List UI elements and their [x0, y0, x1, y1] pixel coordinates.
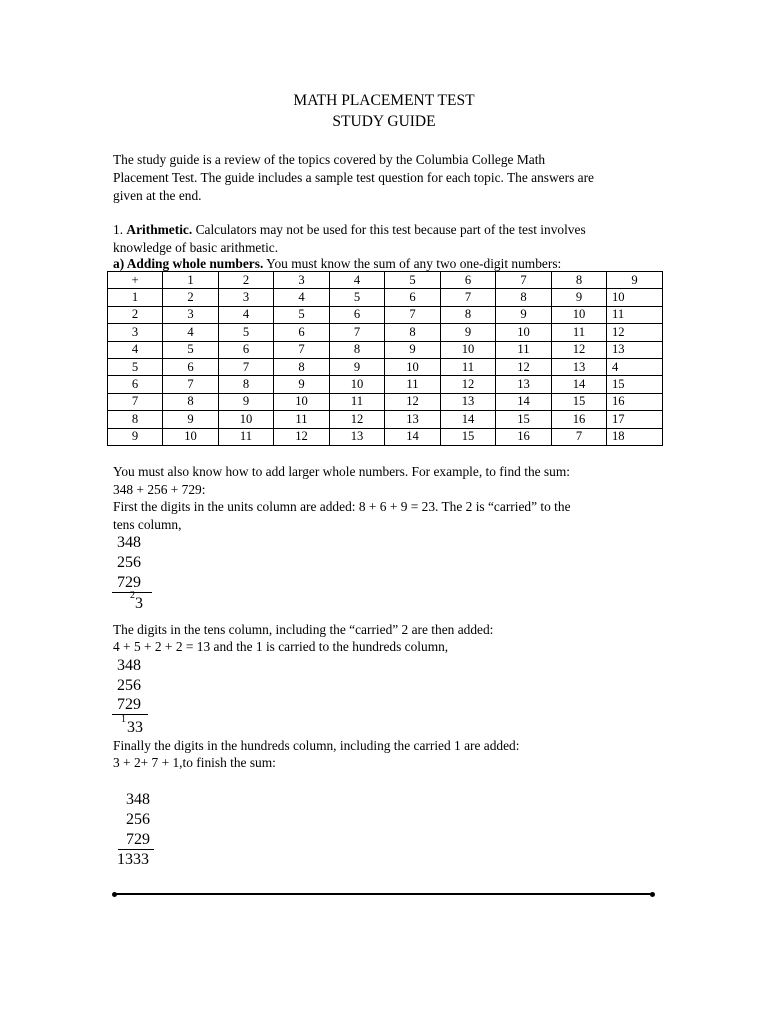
table-cell: 7	[441, 289, 496, 306]
table-cell: 13	[496, 376, 552, 393]
table-cell: 13	[385, 411, 441, 428]
table-cell: 12	[607, 324, 663, 341]
table-cell: 13	[607, 341, 663, 358]
table-cell: 12	[385, 393, 441, 410]
example1-addend-1: 348	[117, 534, 141, 551]
table-cell: 10	[163, 428, 219, 445]
table-cell: 12	[330, 411, 385, 428]
table-header-row	[108, 272, 663, 289]
tens-text-line-1: The digits in the tens column, including the “carried” 2 are then added:	[113, 622, 494, 637]
table-cell: 1	[163, 272, 219, 289]
table-cell: 14	[552, 376, 607, 393]
hundreds-text-line-1: Finally the digits in the hundreds column, including the carried 1 are added:	[113, 738, 520, 753]
table-cell: 7	[219, 358, 274, 375]
table-cell: 4	[219, 306, 274, 323]
intro-line-2: Placement Test. The guide includes a sample test question for each topic. The answers are	[113, 170, 594, 185]
table-cell: 3	[219, 289, 274, 306]
example3-addend-3: 729	[126, 831, 150, 848]
table-row	[108, 411, 663, 428]
table-cell: 6	[330, 306, 385, 323]
table-cell: 14	[441, 411, 496, 428]
table-cell: 11	[219, 428, 274, 445]
table-cell: 3	[108, 324, 163, 341]
table-cell: 9	[163, 411, 219, 428]
table-row	[108, 428, 663, 445]
addition-table	[107, 271, 663, 446]
table-cell: 7	[385, 306, 441, 323]
table-cell: 8	[385, 324, 441, 341]
table-cell: 7	[108, 393, 163, 410]
intro-line-3: given at the end.	[113, 188, 202, 203]
section-1-line-1	[113, 221, 586, 239]
table-cell: 13	[552, 358, 607, 375]
table-cell: 7	[163, 376, 219, 393]
table-cell: 6	[274, 324, 330, 341]
table-cell: 12	[552, 341, 607, 358]
table-row	[108, 289, 663, 306]
table-cell: 8	[274, 358, 330, 375]
example2-addend-2: 256	[117, 677, 141, 694]
section-heading: Arithmetic.	[126, 222, 193, 237]
table-cell: 16	[496, 428, 552, 445]
table-cell: 9	[274, 376, 330, 393]
table-cell: 10	[385, 358, 441, 375]
table-cell: 9	[552, 289, 607, 306]
table-row	[108, 393, 663, 410]
table-cell: 10	[607, 289, 663, 306]
table-row	[108, 341, 663, 358]
table-cell: 12	[274, 428, 330, 445]
table-row	[108, 376, 663, 393]
table-cell: 2	[163, 289, 219, 306]
table-cell: 3	[274, 272, 330, 289]
table-cell: +	[108, 272, 163, 289]
section-text: Calculators may not be used for this test because part of the test involves	[192, 222, 586, 237]
table-cell: 5	[108, 358, 163, 375]
table-cell: 2	[219, 272, 274, 289]
table-cell: 11	[607, 306, 663, 323]
table-cell: 11	[496, 341, 552, 358]
example3-addend-1: 348	[126, 791, 150, 808]
example2-carry: 1	[121, 714, 126, 725]
table-cell: 17	[607, 411, 663, 428]
table-cell: 15	[441, 428, 496, 445]
table-cell: 10	[219, 411, 274, 428]
table-cell: 5	[385, 272, 441, 289]
table-cell: 16	[607, 393, 663, 410]
table-cell: 9	[108, 428, 163, 445]
table-cell: 6	[441, 272, 496, 289]
table-cell: 10	[441, 341, 496, 358]
divider-right-endpoint	[650, 892, 655, 897]
table-cell: 15	[496, 411, 552, 428]
table-cell: 9	[607, 272, 663, 289]
table-cell: 14	[496, 393, 552, 410]
table-cell: 11	[385, 376, 441, 393]
table-cell: 12	[496, 358, 552, 375]
table-row	[108, 358, 663, 375]
table-cell: 5	[330, 289, 385, 306]
table-cell: 4	[163, 324, 219, 341]
document-title: MATH PLACEMENT TEST	[293, 92, 475, 109]
table-cell: 7	[274, 341, 330, 358]
table-cell: 16	[552, 411, 607, 428]
table-cell: 6	[219, 341, 274, 358]
table-cell: 6	[385, 289, 441, 306]
table-cell: 3	[163, 306, 219, 323]
intro-line-1: The study guide is a review of the topics covered by the Columbia College Math	[113, 152, 546, 167]
table-cell: 10	[496, 324, 552, 341]
table-cell: 15	[552, 393, 607, 410]
table-cell: 6	[108, 376, 163, 393]
larger-numbers-line-2: 348 + 256 + 729:	[113, 482, 206, 497]
table-cell: 8	[108, 411, 163, 428]
section-1-line-2: knowledge of basic arithmetic.	[113, 240, 279, 255]
table-cell: 6	[163, 358, 219, 375]
table-cell: 9	[496, 306, 552, 323]
table-cell: 4	[607, 358, 663, 375]
table-cell: 14	[385, 428, 441, 445]
table-cell: 9	[441, 324, 496, 341]
section-number: 1.	[113, 222, 124, 237]
table-cell: 4	[108, 341, 163, 358]
table-cell: 8	[163, 393, 219, 410]
table-cell: 2	[108, 306, 163, 323]
table-cell: 8	[330, 341, 385, 358]
table-cell: 7	[330, 324, 385, 341]
table-cell: 5	[163, 341, 219, 358]
divider-left-endpoint	[112, 892, 117, 897]
example2-result: 33	[127, 719, 143, 736]
table-cell: 7	[496, 272, 552, 289]
table-cell: 12	[441, 376, 496, 393]
subsection-a	[113, 255, 561, 273]
hundreds-text-line-2: 3 + 2+ 7 + 1,to finish the sum:	[113, 755, 276, 770]
table-cell: 8	[219, 376, 274, 393]
table-cell: 1	[108, 289, 163, 306]
document-subtitle: STUDY GUIDE	[332, 113, 436, 130]
subsection-heading: a) Adding whole numbers.	[113, 256, 264, 271]
larger-numbers-line-1: You must also know how to add larger whole numbers. For example, to find the sum:	[113, 464, 570, 479]
table-cell: 4	[330, 272, 385, 289]
section-divider	[115, 893, 653, 895]
example1-addend-2: 256	[117, 554, 141, 571]
example2-addend-1: 348	[117, 657, 141, 674]
table-cell: 5	[219, 324, 274, 341]
table-cell: 10	[274, 393, 330, 410]
table-cell: 10	[330, 376, 385, 393]
table-cell: 9	[330, 358, 385, 375]
example3-addend-2: 256	[126, 811, 150, 828]
table-cell: 11	[274, 411, 330, 428]
table-cell: 11	[552, 324, 607, 341]
table-cell: 8	[552, 272, 607, 289]
table-cell: 18	[607, 428, 663, 445]
example2-sum-line	[112, 714, 148, 715]
table-cell: 13	[441, 393, 496, 410]
table-cell: 8	[441, 306, 496, 323]
tens-text-line-2: 4 + 5 + 2 + 2 = 13 and the 1 is carried to the hundreds column,	[113, 639, 449, 654]
table-cell: 9	[385, 341, 441, 358]
example1-result: 3	[135, 595, 143, 612]
larger-numbers-line-3: First the digits in the units column are added: 8 + 6 + 9 = 23. The 2 is “carried” to the	[113, 499, 571, 514]
table-row	[108, 324, 663, 341]
example2-addend-3: 729	[117, 696, 141, 713]
table-cell: 10	[552, 306, 607, 323]
larger-numbers-line-4: tens column,	[113, 517, 182, 532]
table-cell: 7	[552, 428, 607, 445]
table-cell: 11	[441, 358, 496, 375]
table-cell: 5	[274, 306, 330, 323]
table-cell: 11	[330, 393, 385, 410]
table-cell: 13	[330, 428, 385, 445]
table-cell: 8	[496, 289, 552, 306]
example1-carry: 2	[130, 590, 135, 601]
table-cell: 15	[607, 376, 663, 393]
table-cell: 9	[219, 393, 274, 410]
table-row	[108, 306, 663, 323]
example1-addend-3: 729	[117, 574, 141, 591]
subsection-text: You must know the sum of any two one-digit numbers:	[263, 256, 562, 271]
table-cell: 4	[274, 289, 330, 306]
example3-result: 1333	[117, 851, 149, 868]
